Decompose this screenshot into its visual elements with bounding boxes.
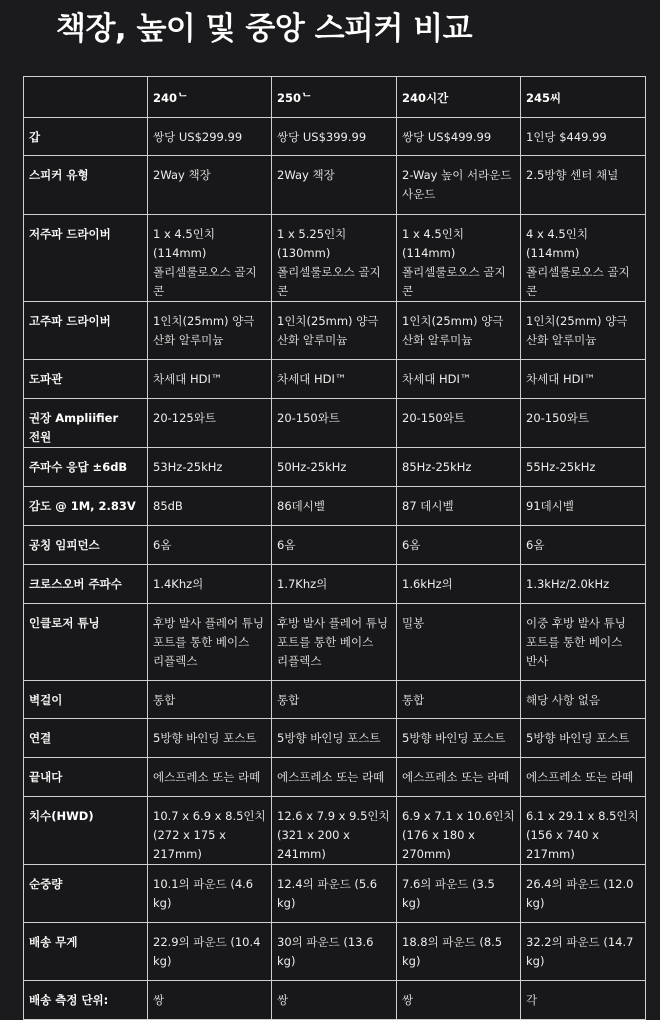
table-row: [24, 981, 646, 1020]
table-cell: 30의 파운드 (13.6 kg): [272, 923, 397, 981]
table-cell: 차세대 HDI™: [272, 360, 397, 399]
table-cell: 12.4의 파운드 (5.6 kg): [272, 865, 397, 923]
table-cell: 85dB: [148, 487, 272, 526]
table-row: [24, 156, 646, 215]
table-cell: 1인치(25mm) 양극 산화 알루미늄: [148, 302, 272, 360]
table-cell: 12.6 x 7.9 x 9.5인치 (321 x 200 x 241mm): [272, 797, 397, 865]
table-cell: 1.7Khz의: [272, 565, 397, 604]
table-cell: 10.7 x 6.9 x 8.5인치 (272 x 175 x 217mm): [148, 797, 272, 865]
header-cell-empty: [24, 77, 148, 118]
row-label: 인클로저 튜닝: [24, 604, 148, 681]
table-row: [24, 487, 646, 526]
table-cell: 쌍당 US$499.99: [397, 118, 521, 156]
table-cell: 차세대 HDI™: [521, 360, 646, 399]
row-label: 배송 무게: [24, 923, 148, 981]
row-label: 연결: [24, 719, 148, 758]
table-cell: 통합: [148, 681, 272, 719]
table-header-row: [24, 77, 646, 118]
row-label: 고주파 드라이버: [24, 302, 148, 360]
table-cell: 1인치(25mm) 양극 산화 알루미늄: [397, 302, 521, 360]
table-cell: 통합: [272, 681, 397, 719]
header-cell-245c: 245씨: [521, 77, 646, 118]
row-label: 갑: [24, 118, 148, 156]
table-cell: 1 x 5.25인치(130mm) 폴리셀룰로오스 골지 콘: [272, 215, 397, 302]
table-cell: 쌍: [397, 981, 521, 1020]
table-cell: 53Hz-25kHz: [148, 448, 272, 487]
table-cell: 6옴: [272, 526, 397, 565]
row-label: 배송 측정 단위:: [24, 981, 148, 1020]
table-cell: 차세대 HDI™: [148, 360, 272, 399]
row-label: 벽걸이: [24, 681, 148, 719]
table-cell: 에스프레소 또는 라떼: [521, 758, 646, 797]
table-cell: 50Hz-25kHz: [272, 448, 397, 487]
table-cell: 32.2의 파운드 (14.7 kg): [521, 923, 646, 981]
table-cell: 해당 사항 없음: [521, 681, 646, 719]
table-cell: 6옴: [521, 526, 646, 565]
table-cell: 91데시벨: [521, 487, 646, 526]
table-cell: 20-125와트: [148, 399, 272, 448]
table-cell: 1 x 4.5인치(114mm) 폴리셀룰로오스 골지 콘: [397, 215, 521, 302]
header-cell-250l: 250ᄂ: [272, 77, 397, 118]
table-row: [24, 865, 646, 923]
row-label: 스피커 유형: [24, 156, 148, 215]
table-cell: 1인당 $449.99: [521, 118, 646, 156]
table-cell: 86데시벨: [272, 487, 397, 526]
table-cell: 쌍당 US$399.99: [272, 118, 397, 156]
table-row: [24, 526, 646, 565]
table-cell: 후방 발사 플레어 튜닝 포트를 통한 베이스 리플렉스: [148, 604, 272, 681]
table-cell: 18.8의 파운드 (8.5 kg): [397, 923, 521, 981]
row-label: 도파관: [24, 360, 148, 399]
table-cell: 55Hz-25kHz: [521, 448, 646, 487]
table-cell: 쌍: [272, 981, 397, 1020]
table-cell: 2Way 책장: [272, 156, 397, 215]
table-cell: 에스프레소 또는 라떼: [148, 758, 272, 797]
row-label: 끝내다: [24, 758, 148, 797]
table-row: [24, 360, 646, 399]
row-label: 크로스오버 주파수: [24, 565, 148, 604]
table-cell: 10.1의 파운드 (4.6 kg): [148, 865, 272, 923]
table-cell: 1.4Khz의: [148, 565, 272, 604]
table-cell: 5방향 바인딩 포스트: [397, 719, 521, 758]
table-cell: 4 x 4.5인치(114mm) 폴리셀룰로오스 골지 콘: [521, 215, 646, 302]
table-cell: 85Hz-25kHz: [397, 448, 521, 487]
table-row: [24, 448, 646, 487]
row-label: 치수(HWD): [24, 797, 148, 865]
table-cell: 7.6의 파운드 (3.5 kg): [397, 865, 521, 923]
table-cell: 22.9의 파운드 (10.4 kg): [148, 923, 272, 981]
row-label: 감도 @ 1M, 2.83V: [24, 487, 148, 526]
table-cell: 1인치(25mm) 양극 산화 알루미늄: [521, 302, 646, 360]
table-cell: 쌍: [148, 981, 272, 1020]
table-cell: 6옴: [148, 526, 272, 565]
table-row: [24, 719, 646, 758]
table-cell: 쌍당 US$299.99: [148, 118, 272, 156]
table-cell: 1.3kHz/2.0kHz: [521, 565, 646, 604]
table-row: [24, 797, 646, 865]
table-cell: 후방 발사 플레어 튜닝 포트를 통한 베이스 리플렉스: [272, 604, 397, 681]
row-label: 순중량: [24, 865, 148, 923]
table-cell: 1 x 4.5인치(114mm) 폴리셀룰로오스 골지 콘: [148, 215, 272, 302]
table-row: [24, 758, 646, 797]
table-cell: 이중 후방 발사 튜닝 포트를 통한 베이스 반사: [521, 604, 646, 681]
table-cell: 87 데시벨: [397, 487, 521, 526]
table-cell: 2Way 책장: [148, 156, 272, 215]
table-cell: 에스프레소 또는 라떼: [272, 758, 397, 797]
row-label: 공칭 임피던스: [24, 526, 148, 565]
table-cell: 각: [521, 981, 646, 1020]
table-cell: 5방향 바인딩 포스트: [521, 719, 646, 758]
table-row: [24, 399, 646, 448]
table-cell: 6.1 x 29.1 x 8.5인치 (156 x 740 x 217mm): [521, 797, 646, 865]
row-label: 주파수 응답 ±6dB: [24, 448, 148, 487]
table-row: [24, 604, 646, 681]
row-label: 저주파 드라이버: [24, 215, 148, 302]
table-row: [24, 923, 646, 981]
table-cell: 20-150와트: [272, 399, 397, 448]
table-row: [24, 302, 646, 360]
table-cell: 에스프레소 또는 라떼: [397, 758, 521, 797]
table-cell: 26.4의 파운드 (12.0 kg): [521, 865, 646, 923]
table-cell: 1인치(25mm) 양극 산화 알루미늄: [272, 302, 397, 360]
table-cell: 6.9 x 7.1 x 10.6인치 (176 x 180 x 270mm): [397, 797, 521, 865]
table-cell: 20-150와트: [397, 399, 521, 448]
table-cell: 2-Way 높이 서라운드 사운드: [397, 156, 521, 215]
table-cell: 1.6kHz의: [397, 565, 521, 604]
page-title: 책장, 높이 및 중앙 스피커 비교: [56, 11, 473, 47]
table-cell: 통합: [397, 681, 521, 719]
header-cell-240h: 240시간: [397, 77, 521, 118]
table-cell: 5방향 바인딩 포스트: [148, 719, 272, 758]
table-row: [24, 215, 646, 302]
table-row: [24, 118, 646, 156]
table-cell: 5방향 바인딩 포스트: [272, 719, 397, 758]
table-cell: 2.5방향 센터 채널: [521, 156, 646, 215]
table-cell: 차세대 HDI™: [397, 360, 521, 399]
table-cell: 6옴: [397, 526, 521, 565]
header-cell-240l: 240ᄂ: [148, 77, 272, 118]
table-row: [24, 565, 646, 604]
table-row: [24, 681, 646, 719]
table-cell: 20-150와트: [521, 399, 646, 448]
row-label: 권장 Ampliifier 전원: [24, 399, 148, 448]
table-cell: 밀봉: [397, 604, 521, 681]
speaker-comparison-table: [23, 76, 646, 1020]
